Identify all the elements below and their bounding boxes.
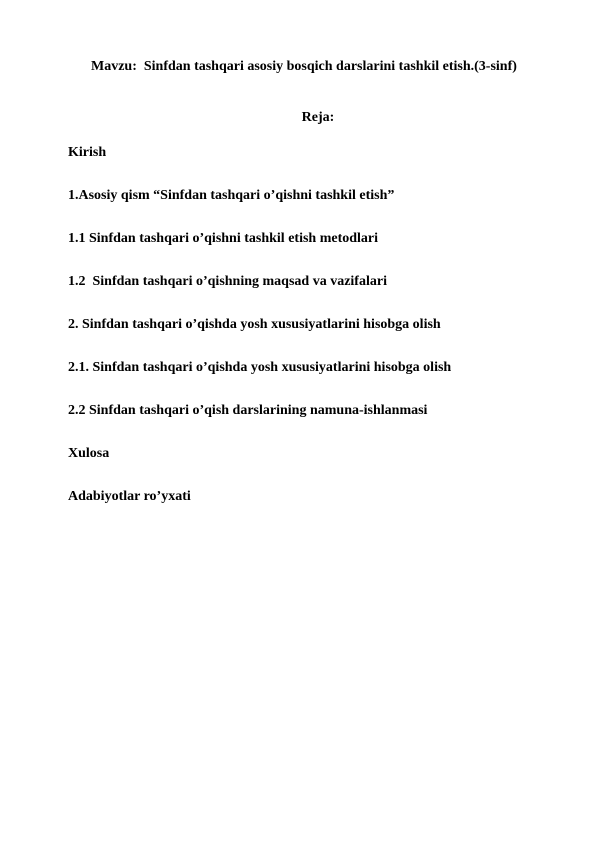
- table-of-contents: [68, 144, 451, 531]
- toc-item-1-1: 1.1 Sinfdan tashqari o’qishni tashkil etish metodlari: [68, 231, 379, 246]
- toc-item-introduction: Kirish: [68, 145, 107, 160]
- toc-item-2: 2. Sinfdan tashqari o’qishda yosh xususiyatlarini hisobga olish: [68, 317, 441, 332]
- toc-item-2-2: 2.2 Sinfdan tashqari o’qish darslarining namuna-ishlanmasi: [68, 403, 428, 418]
- plan-heading: Reja:: [301, 110, 335, 125]
- toc-item-references: Adabiyotlar ro’yxati: [68, 489, 191, 504]
- toc-item-main-part: 1.Asosiy qism “Sinfdan tashqari o’qishni tashkil etish”: [68, 188, 395, 203]
- document-topic: Mavzu: Sinfdan tashqari asosiy bosqich darslarini tashkil etish.(3-sinf): [91, 59, 517, 74]
- toc-item-2-1: 2.1. Sinfdan tashqari o’qishda yosh xususiyatlarini hisobga olish: [68, 360, 452, 375]
- toc-item-1-2: 1.2 Sinfdan tashqari o’qishning maqsad va vazifalari: [68, 274, 387, 289]
- toc-item-conclusion: Xulosa: [68, 446, 110, 461]
